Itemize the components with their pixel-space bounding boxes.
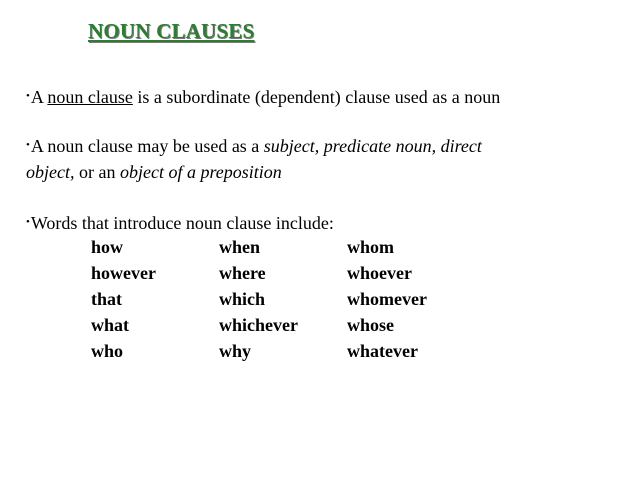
- bullet-usage-object: object,: [26, 162, 75, 182]
- word-cell: what: [91, 315, 130, 335]
- word-cell: whatever: [347, 341, 418, 361]
- word-row: [91, 338, 467, 364]
- slide-title: NOUN CLAUSES: [88, 19, 255, 43]
- word-cell: whichever: [219, 315, 298, 335]
- word-cell: whose: [347, 315, 395, 335]
- bullet-mark: •: [26, 216, 30, 228]
- word-cell: when: [219, 237, 261, 257]
- word-row: [91, 234, 467, 260]
- word-cell: whom: [347, 237, 395, 257]
- word-cell: how: [91, 237, 124, 257]
- word-cell: that: [91, 289, 122, 309]
- bullet-definition-rest: is a subordinate (dependent) clause used as a noun: [132, 87, 501, 107]
- bullet-usage-preposition: object of a preposition: [119, 162, 282, 182]
- introducer-word-table: [91, 234, 467, 364]
- bullet-mark: •: [26, 90, 30, 102]
- bullet-introducers-text: Words that introduce noun clause include:: [30, 213, 334, 233]
- word-row: [91, 286, 467, 312]
- bullet-definition-prefix: A: [30, 87, 48, 107]
- noun-clause-term: noun clause: [47, 87, 133, 107]
- word-cell: however: [91, 263, 156, 283]
- word-row: [91, 312, 467, 338]
- bullet-usage: [26, 132, 482, 185]
- bullet-introducers: [26, 209, 334, 236]
- word-cell: whoever: [347, 263, 412, 283]
- bullet-usage-connector: or an: [74, 162, 120, 182]
- word-cell: whomever: [347, 289, 427, 309]
- word-cell: where: [219, 263, 266, 283]
- word-cell: why: [219, 341, 252, 361]
- word-cell: who: [91, 341, 124, 361]
- bullet-usage-prefix: A noun clause may be used as a: [30, 136, 264, 156]
- bullet-mark: •: [26, 139, 30, 151]
- word-row: [91, 260, 467, 286]
- bullet-definition: [26, 83, 500, 110]
- bullet-usage-roles: subject, predicate noun, direct: [263, 136, 482, 156]
- word-cell: which: [219, 289, 266, 309]
